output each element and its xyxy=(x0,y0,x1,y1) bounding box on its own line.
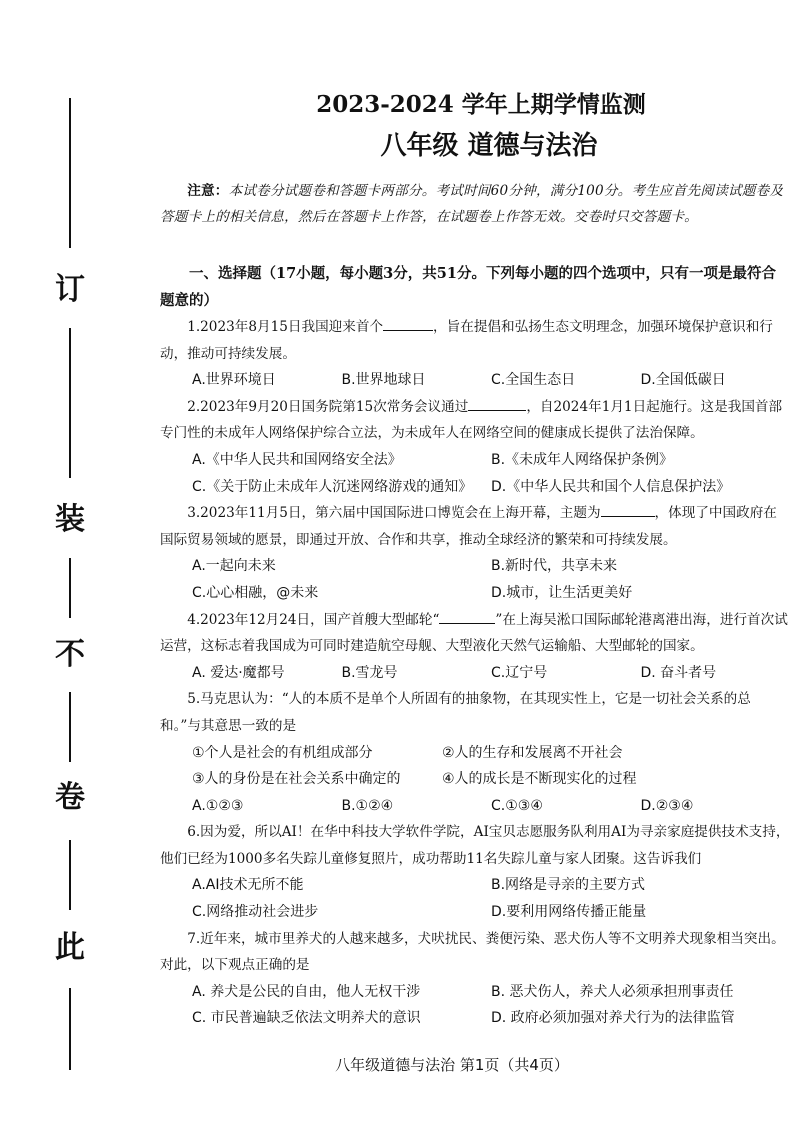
margin-rule xyxy=(69,840,71,910)
option-c: C.全国生态日 xyxy=(491,372,576,389)
binding-margin xyxy=(50,70,90,1070)
option-d: D.②③④ xyxy=(640,797,694,814)
question-stem xyxy=(160,500,790,553)
option-c: C.①③④ xyxy=(491,797,543,814)
margin-rule xyxy=(69,692,71,762)
option-c: C.网络推动社会进步 xyxy=(192,904,319,921)
stem-text: 3.2023年11月5日，第六届中国国际进口博览会在上海开幕，主题为 xyxy=(187,505,601,522)
option-b: B.新时代，共享未来 xyxy=(491,558,618,575)
stem-text: 1.2023年8月15日我国迎来首个 xyxy=(187,319,384,335)
margin-char: 此 xyxy=(55,930,85,965)
section-title: 一、选择题（17小题，每小题3分，共51分。下列每小题的四个选项中，只有一项是最符合题意的） xyxy=(160,265,776,309)
option-b: B. 恶犬伤人，养犬人必须承担刑事责任 xyxy=(491,983,734,1000)
margin-char: 装 xyxy=(55,502,85,537)
option-d: D.《中华人民共和国个人信息保护法》 xyxy=(491,478,731,495)
exam-page xyxy=(160,86,790,1032)
option-c: C.心心相融，@未来 xyxy=(192,584,319,601)
question-stem: 5.马克思认为：“人的本质不是单个人所固有的抽象物，在其现实性上，它是一切社会关系的总和。”与其意思一致的是 xyxy=(160,691,751,734)
stem-text: ，自2024年1月1日起施行。这是我国首部专门性的未成年人网络保护综合立法，为未成年人在网络空间的健康成长提供了法治保障。 xyxy=(160,398,783,442)
option-a: A.《中华人民共和国网络安全法》 xyxy=(192,451,402,468)
options xyxy=(160,872,790,925)
option-c: C. 市民普遍缺乏依法文明养犬的意识 xyxy=(192,1010,421,1027)
options xyxy=(160,553,790,606)
statement-4: ④人的成长是不断现实化的过程 xyxy=(442,771,637,788)
statement-3: ③人的身份是在社会关系中确定的 xyxy=(192,771,401,788)
option-a: A. 养犬是公民的自由，他人无权干涉 xyxy=(192,983,421,1000)
options xyxy=(160,660,790,687)
option-c: C.辽宁号 xyxy=(491,664,548,681)
exam-subject: 八年级 道德与法治 xyxy=(380,131,598,161)
margin-char: 卷 xyxy=(55,780,85,815)
question-3 xyxy=(160,500,790,606)
option-d: D. 政府必须加强对养犬行为的法律监管 xyxy=(491,1010,735,1027)
stem-text: 4.2023年12月24日，国产首艘大型邮轮“ xyxy=(187,611,440,628)
stem-text: ，体现了中国政府在国际贸易领域的愿景，即通过开放、合作和共享，推动全球经济的繁荣和可持续发展。 xyxy=(160,505,777,548)
question-7 xyxy=(160,926,790,1032)
notice xyxy=(160,178,790,230)
options xyxy=(160,979,790,1032)
question-2 xyxy=(160,394,790,500)
answer-blank xyxy=(383,314,433,331)
question-6 xyxy=(160,819,790,925)
option-a: A. 爱达·魔都号 xyxy=(192,664,285,681)
margin-rule xyxy=(69,98,71,248)
stem-text: ”在上海吴淞口国际邮轮港离港出海，进行首次试运营，这标志着我国成为可同时建造航空母舰、大型液化天然气运输船、大型邮轮的国家。 xyxy=(160,611,788,655)
option-b: B.雪龙号 xyxy=(341,664,398,681)
question-stem xyxy=(160,314,790,367)
page-footer: 八年级道德与法治 第1页（共4页） xyxy=(335,1056,569,1074)
notice-label: 注意： xyxy=(187,183,229,199)
option-d: D.全国低碳日 xyxy=(640,372,726,389)
notice-text: 本试卷分试题卷和答题卡两部分。考试时间60分钟，满分100分。考生应首先阅读试题卷及答题卡上的相关信息，然后在答题卡上作答，在试题卷上作答无效。交卷时只交答题卡。 xyxy=(160,183,784,225)
question-5 xyxy=(160,686,790,819)
option-c: C.《关于防止未成年人沉迷网络游戏的通知》 xyxy=(192,478,473,495)
margin-char: 订 xyxy=(55,272,85,307)
option-b: B.网络是寻亲的主要方式 xyxy=(491,877,646,894)
option-b: B.《未成年人网络保护条例》 xyxy=(491,451,674,468)
option-d: D. 奋斗者号 xyxy=(640,664,717,681)
stem-text: ，旨在提倡和弘扬生态文明理念，加强环境保护意识和行动，推动可持续发展。 xyxy=(160,319,773,362)
option-a: A.世界环境日 xyxy=(192,372,276,389)
options xyxy=(160,367,790,394)
question-4 xyxy=(160,607,790,687)
option-a: A.①②③ xyxy=(192,797,244,814)
answer-blank xyxy=(601,500,655,517)
exam-title: 2023-2024 学年上期学情监测 xyxy=(316,91,646,118)
question-stem xyxy=(160,394,790,447)
option-b: B.世界地球日 xyxy=(341,372,426,389)
options xyxy=(160,793,790,820)
question-stem: 7.近年来，城市里养犬的人越来越多，犬吠扰民、粪便污染、恶犬伤人等不文明养犬现象相当突出。对此，以下观点正确的是 xyxy=(160,930,785,974)
option-b: B.①②④ xyxy=(341,797,394,814)
statement-1: ①个人是社会的有机组成部分 xyxy=(192,744,373,761)
statement-2: ②人的生存和发展离不开社会 xyxy=(442,744,623,761)
question-stem: 6.因为爱，所以AI！在华中科技大学软件学院，AI宝贝志愿服务队利用AI为寻亲家庭提供技术支持，他们已经为1000多名失踪儿童修复照片，成功帮助11名失踪儿童与家人团聚。这告诉我们 xyxy=(160,824,790,867)
option-d: D.要利用网络传播正能量 xyxy=(491,904,647,921)
stem-text: 2.2023年9月20日国务院第15次常务会议通过 xyxy=(187,398,469,415)
option-a: A.AI技术无所不能 xyxy=(192,877,304,894)
statements xyxy=(160,740,692,793)
question-stem xyxy=(160,607,790,660)
margin-rule xyxy=(69,558,71,618)
option-d: D.城市，让生活更美好 xyxy=(491,584,633,601)
options xyxy=(160,447,790,500)
answer-blank xyxy=(468,394,526,411)
option-a: A.一起向未来 xyxy=(192,558,276,575)
question-1 xyxy=(160,314,790,394)
margin-char: 不 xyxy=(55,637,85,672)
margin-rule xyxy=(69,328,71,478)
answer-blank xyxy=(439,607,495,624)
